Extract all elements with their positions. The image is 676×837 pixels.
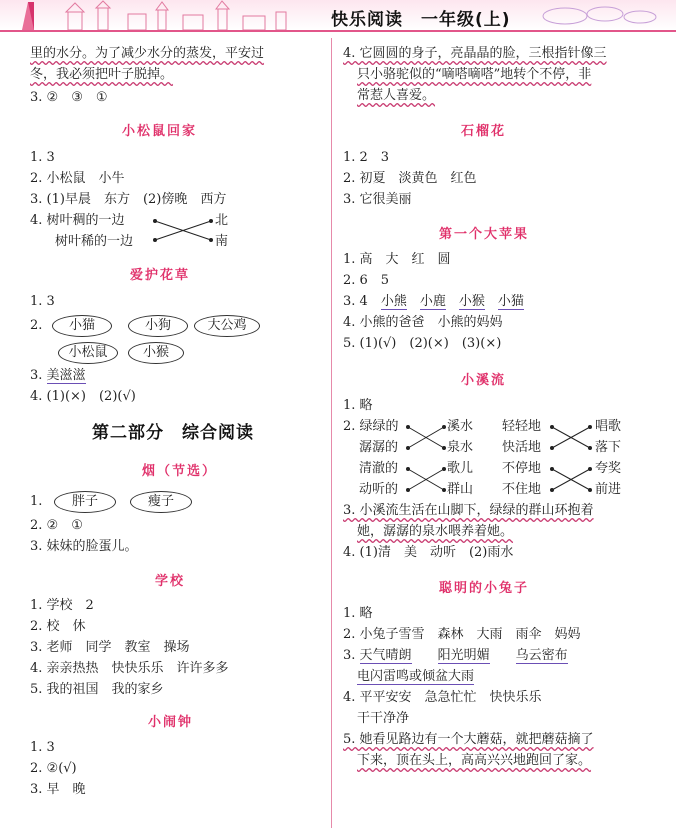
intro-line-1: 里的水分。为了减少水分的蒸发，平安过 — [30, 46, 265, 61]
match-col-b: 歌儿 — [447, 461, 474, 476]
answer-line: 5. (1)(√) (2)(×) (3)(×) — [343, 336, 502, 351]
underlined-answer: 小猫 — [497, 294, 524, 309]
header-rule — [0, 30, 676, 32]
intro-line-2: 冬，我必须把叶子脱掉。 — [30, 67, 174, 82]
answer-line: 2. ② ① — [30, 518, 83, 533]
answer-line: 4. (1)(×) (2)(√) — [30, 389, 136, 404]
match-col-d: 前进 — [595, 482, 622, 497]
match-col-b: 泉水 — [447, 440, 474, 455]
answer-line: 3. (1)早晨 东方 (2)傍晚 西方 — [30, 192, 227, 207]
answer-number: 3. — [30, 368, 47, 383]
circled-word: 大公鸡 — [194, 315, 260, 337]
match-col-c: 快活地 — [502, 440, 542, 455]
answer-line: 4. 亲亲热热 快快乐乐 许许多多 — [30, 661, 229, 676]
section-title: 聪明的小兔子 — [439, 581, 530, 596]
circled-word: 胖子 — [54, 491, 116, 513]
flower-decoration — [535, 2, 665, 28]
underlined-answer: 美滋滋 — [46, 368, 86, 383]
intro-line-1: 4. 它圆圆的身子，亮晶晶的脸，三根指针像三 — [343, 46, 607, 61]
intro-line-3: 常惹人喜爱。 — [357, 88, 436, 103]
match-col-c: 轻轻地 — [502, 419, 542, 434]
answer-line: 4. (1)清 美 动听 (2)雨水 — [343, 545, 514, 560]
underlined-answer: 电闪雷鸣或倾盆大雨 — [357, 669, 475, 684]
underlined-answer: 小熊 — [380, 294, 407, 309]
match-col-a: 清澈的 — [359, 461, 399, 476]
match-col-b: 群山 — [447, 482, 474, 497]
intro-answer-3: 3. ② ③ ① — [30, 90, 108, 105]
match-col-a: 动听的 — [359, 482, 399, 497]
match-col-a: 2. 绿绿的 — [343, 419, 399, 434]
match-lines-right — [549, 420, 593, 500]
circled-word: 小松鼠 — [58, 342, 118, 364]
answer-line: 干干净净 — [357, 711, 410, 726]
match-col-c: 不住地 — [502, 482, 542, 497]
section-title: 爱护花草 — [130, 268, 191, 283]
match-right-1: 北 — [215, 213, 229, 228]
match-col-b: 溪水 — [447, 419, 474, 434]
answer-line: 4. 平平安安 急急忙忙 快快乐乐 — [343, 690, 542, 705]
answer-line: 1. 3 — [30, 294, 55, 309]
match-right-2: 南 — [215, 234, 229, 249]
match-left-1: 4. 树叶稠的一边 — [30, 213, 125, 228]
page-header — [0, 0, 676, 32]
answer-wavy: 3. 小溪流生活在山脚下，绿绿的群山环抱着 — [343, 503, 594, 518]
answer-line: 1. 高 大 红 圆 — [343, 252, 451, 267]
match-col-a: 潺潺的 — [359, 440, 399, 455]
match-lines — [152, 214, 214, 244]
part-heading: 第二部分 综合阅读 — [92, 423, 254, 443]
castle-decoration — [8, 0, 308, 30]
answer-line: 2. 6 5 — [343, 273, 390, 288]
intro-line-2: 只小骆驼似的“嘀嗒嘀嗒”地转个不停，非 — [357, 67, 592, 82]
underlined-answer: 乌云密布 — [515, 648, 568, 663]
answer-wavy: 她，潺潺的泉水喂养着她。 — [357, 524, 514, 539]
underlined-answer: 天气晴朗 — [359, 648, 412, 663]
answer-line: 1. 3 — [30, 150, 55, 165]
section-title: 小松鼠回家 — [122, 124, 198, 139]
answer-line: 2. 校 休 — [30, 619, 86, 634]
answer-line: 2. ②(√) — [30, 761, 77, 776]
column-divider — [331, 38, 332, 828]
match-col-d: 夸奖 — [595, 461, 622, 476]
answer-line: 3. 它很美丽 — [343, 192, 412, 207]
answer-line: 2. 小兔子雪雪 森林 大雨 雨伞 妈妈 — [343, 627, 581, 642]
match-lines-left — [405, 420, 447, 500]
answer-line: 3. 早 晚 — [30, 782, 86, 797]
answer-line: 1. 略 — [343, 606, 373, 621]
page-title: 快乐阅读 一年级(上) — [331, 10, 511, 30]
answer-line: 1. 3 — [30, 740, 55, 755]
section-title: 第一个大苹果 — [439, 227, 530, 242]
circled-word: 小狗 — [128, 315, 188, 337]
answer-wavy: 5. 她看见路边有一个大蘑菇，就把蘑菇摘了 — [343, 732, 594, 747]
match-left-2: 树叶稀的一边 — [55, 234, 134, 249]
answer-number: 1. — [30, 494, 43, 509]
answer-number: 2. — [30, 318, 43, 333]
answer-line: 1. 略 — [343, 398, 373, 413]
underlined-answer: 小猴 — [458, 294, 485, 309]
answer-line: 3. 妹妹的脸蛋儿。 — [30, 539, 138, 554]
circled-word: 小猴 — [128, 342, 184, 364]
section-title: 石榴花 — [461, 124, 507, 139]
answer-line: 2. 初夏 淡黄色 红色 — [343, 171, 477, 186]
section-title: 学校 — [155, 574, 186, 589]
section-title: 小溪流 — [461, 373, 507, 388]
answer-line: 1. 学校 2 — [30, 598, 94, 613]
match-col-c: 不停地 — [502, 461, 542, 476]
underlined-answer: 小鹿 — [419, 294, 446, 309]
match-col-d: 落下 — [595, 440, 622, 455]
circled-word: 瘦子 — [130, 491, 192, 513]
answer-wavy: 下来，顶在头上，高高兴兴地跑回了家。 — [357, 753, 592, 768]
answer-number: 3. 4 — [343, 294, 381, 309]
answer-line: 4. 小熊的爸爸 小熊的妈妈 — [343, 315, 503, 330]
answer-line: 5. 我的祖国 我的家乡 — [30, 682, 164, 697]
answer-line: 1. 2 3 — [343, 150, 390, 165]
section-title: 小闹钟 — [148, 715, 194, 730]
match-col-d: 唱歌 — [595, 419, 622, 434]
underlined-answer: 阳光明媚 — [437, 648, 490, 663]
answer-number: 3. — [343, 648, 360, 663]
section-title: 烟（节选） — [142, 464, 218, 479]
answer-line: 2. 小松鼠 小牛 — [30, 171, 125, 186]
answer-line: 3. 老师 同学 教室 操场 — [30, 640, 190, 655]
circled-word: 小猫 — [52, 315, 112, 337]
